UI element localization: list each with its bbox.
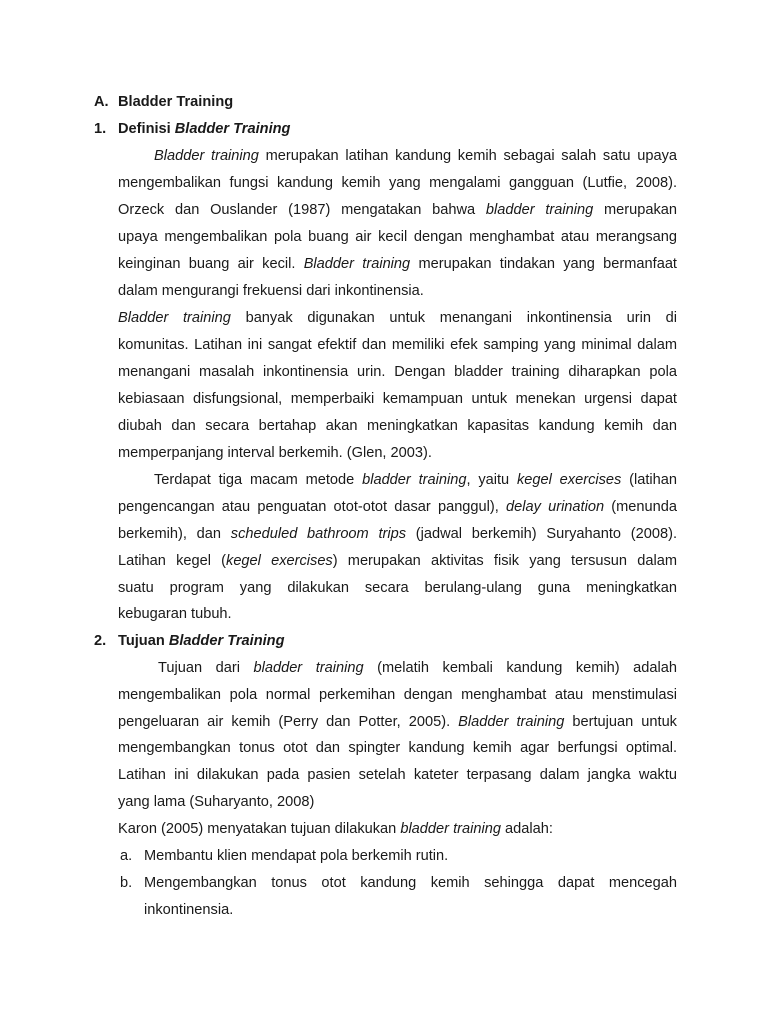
p4-line-5: Latihan ini dilakukan pada pasien setelah kateter terpasang dalam jangka waktu (118, 767, 677, 783)
p3-line-6: kebugaran tubuh. (118, 606, 232, 622)
p4-line-3-post: bertujuan untuk (564, 714, 677, 730)
p5-line-1-pre: Karon (2005) menyatakan tujuan dilakukan (118, 821, 401, 837)
p1-line-5-emphasis: Bladder training (303, 256, 411, 272)
p1-line-5-post: merupakan tindakan yang bermanfaat (410, 256, 677, 272)
p3-line-1-pre: Terdapat tiga macam metode (154, 472, 363, 488)
p4-line-2: mengembalikan pola normal perkemihan dengan menghambat atau menstimulasi (118, 687, 677, 703)
p4-line-1-post: (melatih kembali kandung kemih) adalah (363, 660, 677, 676)
list-item-b-line-2: inkontinensia. (144, 902, 234, 918)
p1-line-3-post: merupakan (593, 202, 677, 218)
p3-line-1-mid: , yaitu (466, 472, 517, 488)
p4-line-1 (158, 658, 677, 678)
p2-line-1 (118, 308, 677, 328)
subsection-2-title-text: Tujuan (118, 633, 169, 649)
p2-line-3: menangani masalah inkontinensia urin. Dengan bladder training diharapkan pola (118, 364, 677, 380)
p1-line-1-text: merupakan latihan kandung kemih sebagai salah satu upaya (258, 148, 677, 164)
p2-line-5: diubah dan secara bertahap akan meningkatkan kapasitas kandung kemih dan (118, 418, 677, 434)
section-a-title: Bladder Training (118, 94, 234, 110)
subsection-1-title-text: Definisi (118, 121, 175, 137)
subsection-1-title (118, 119, 290, 139)
p1-line-1-emphasis: Bladder training (154, 148, 259, 164)
p4-line-3-pre: pengeluaran air kemih (Perry dan Potter, 2005). (118, 714, 459, 730)
p2-line-4: kebiasaan disfungsional, memperbaiki kemampuan untuk menekan urgensi dapat (118, 391, 677, 407)
p1-line-3-pre: Orzeck dan Ouslander (1987) mengatakan bahwa (118, 202, 486, 218)
p3-line-3-post: (jadwal berkemih) Suryahanto (2008). (406, 526, 677, 542)
p3-line-4-emphasis: kegel exercises (226, 553, 333, 569)
p3-line-2-pre: pengencangan atau penguatan otot-otot dasar panggul), (118, 499, 507, 515)
p5-line-1-post: adalah: (500, 821, 553, 837)
p3-line-2 (118, 497, 677, 517)
p1-line-5-pre: keinginan buang air kecil. (118, 256, 304, 272)
p3-line-1-emphasis-1: bladder training (362, 472, 467, 488)
p3-line-3-pre: berkemih), dan (118, 526, 231, 542)
p3-line-4-pre: Latihan kegel ( (118, 553, 227, 569)
list-item-b-marker: b. (120, 875, 133, 891)
p5-line-1 (118, 819, 553, 839)
p3-line-1 (154, 470, 677, 490)
p3-line-1-emphasis-2: kegel exercises (516, 472, 622, 488)
p2-line-1-emphasis: Bladder training (118, 310, 231, 326)
p1-line-4: upaya mengembalikan pola buang air kecil dengan menghambat atau merangsang (118, 229, 677, 245)
p1-line-5 (118, 254, 677, 274)
p1-line-3 (118, 200, 677, 220)
p4-line-3-emphasis: Bladder training (458, 714, 565, 730)
subsection-2-title-emphasis: Bladder Training (168, 633, 285, 649)
p3-line-3-emphasis: scheduled bathroom trips (230, 526, 407, 542)
list-item-a-text: Membantu klien mendapat pola berkemih rutin. (144, 848, 449, 864)
section-a-marker: A. (94, 94, 109, 110)
subsection-2-title (118, 631, 285, 651)
subsection-2-marker: 2. (94, 633, 107, 649)
p1-line-1 (154, 146, 677, 166)
p5-line-1-emphasis: bladder training (400, 821, 501, 837)
p4-line-3 (118, 712, 677, 732)
p1-line-6: dalam mengurangi frekuensi dari inkontinensia. (118, 283, 424, 299)
p2-line-6: memperpanjang interval berkemih. (Glen, 2003). (118, 445, 432, 461)
p2-line-1-text: banyak digunakan untuk menangani inkontinensia urin di (230, 310, 677, 326)
p3-line-1-post: (latihan (621, 472, 678, 488)
subsection-1-title-emphasis: Bladder Training (174, 121, 291, 137)
p4-line-6: yang lama (Suharyanto, 2008) (118, 794, 315, 810)
list-item-a-marker: a. (120, 848, 133, 864)
p4-line-1-emphasis: bladder training (253, 660, 364, 676)
p2-line-2: komunitas. Latihan ini sangat efektif dan memiliki efek samping yang minimal dalam (118, 337, 677, 353)
p1-line-3-emphasis: bladder training (485, 202, 594, 218)
list-item-b-line-1: Mengembangkan tonus otot kandung kemih sehingga dapat mencegah (144, 875, 677, 891)
p3-line-4-post: ) merupakan aktivitas fisik yang tersusun dalam (332, 553, 677, 569)
p3-line-2-post: (menunda (604, 499, 677, 515)
p4-line-1-pre: Tujuan dari (158, 660, 254, 676)
subsection-1-marker: 1. (94, 121, 107, 137)
p3-line-5: suatu program yang dilakukan secara berulang-ulang guna meningkatkan (118, 580, 677, 596)
p3-line-4 (118, 551, 677, 571)
p3-line-3 (118, 524, 677, 544)
p1-line-2: mengembalikan fungsi kandung kemih yang mengalami gangguan (Lutfie, 2008). (118, 175, 677, 191)
p4-line-4: mengembangkan tonus otot dan spingter kandung kemih agar berfungsi optimal. (118, 740, 677, 756)
p3-line-2-emphasis: delay urination (506, 499, 605, 515)
